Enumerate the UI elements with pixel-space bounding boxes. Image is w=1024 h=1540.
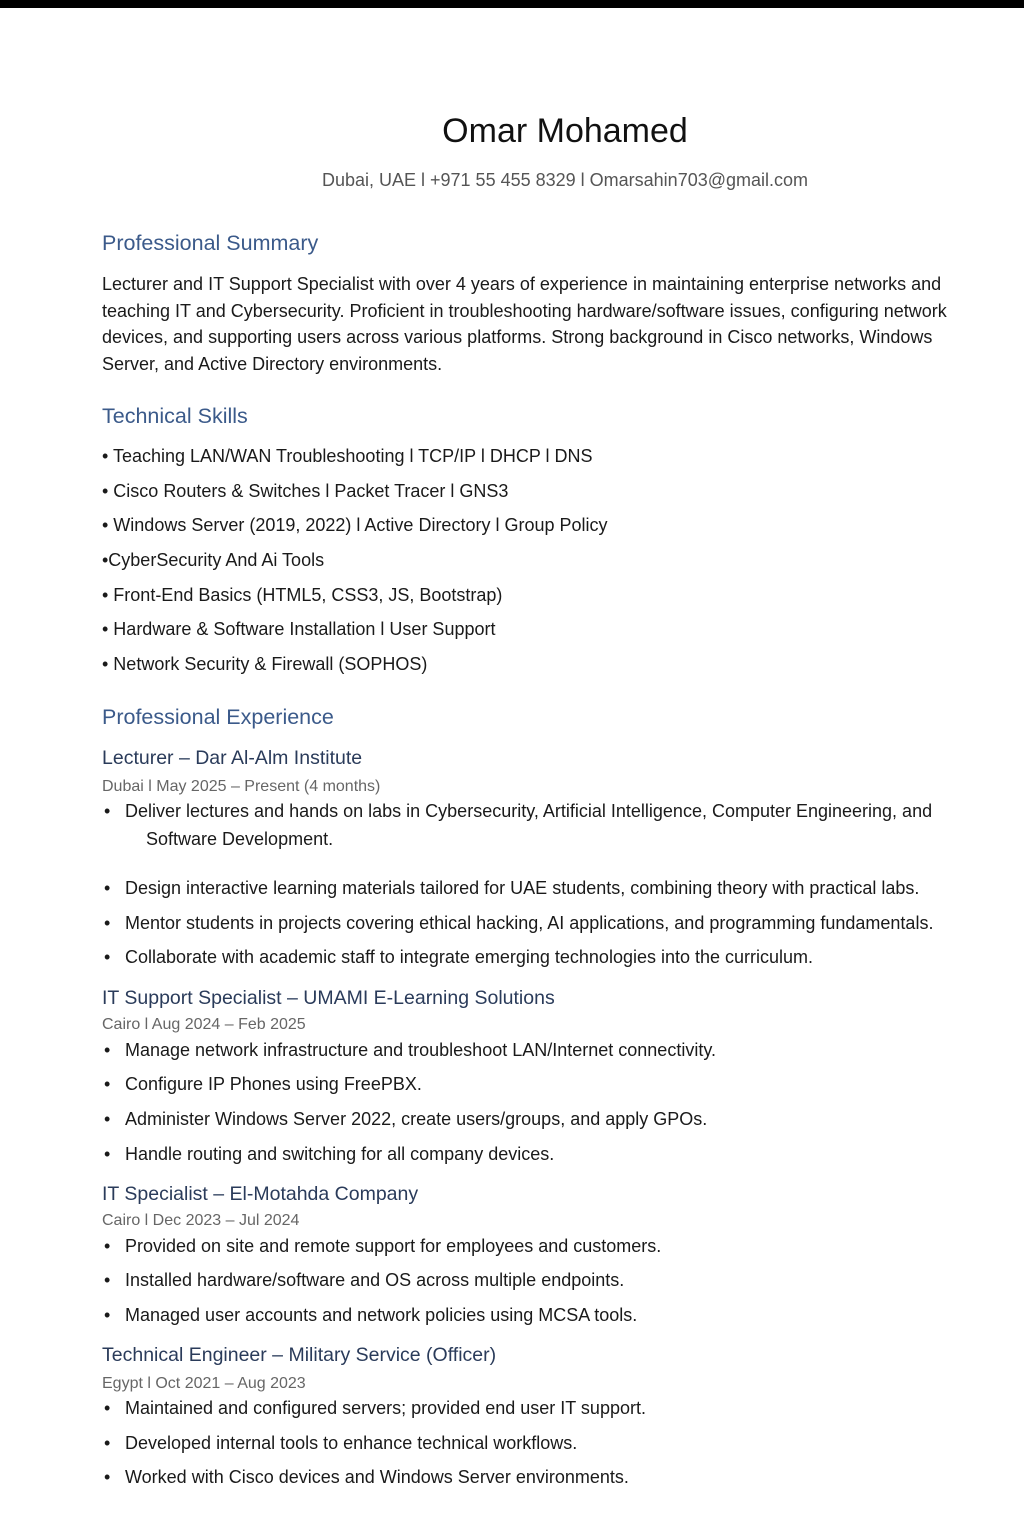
skill-item: •CyberSecurity And Ai Tools xyxy=(102,550,325,570)
skill-item: • Windows Server (2019, 2022) l Active Directory l Group Policy xyxy=(102,515,608,535)
skill-item: • Cisco Routers & Switches l Packet Tracer l GNS3 xyxy=(102,481,509,501)
bullet-text: Collaborate with academic staff to integrate emerging technologies into the curriculum. xyxy=(125,947,814,967)
bullet-text: Administer Windows Server 2022, create users/groups, and apply GPOs. xyxy=(125,1109,708,1129)
bullet-icon: • xyxy=(104,801,111,821)
job-bullet xyxy=(104,1432,577,1454)
bullet-text: Configure IP Phones using FreePBX. xyxy=(125,1074,422,1094)
top-bar xyxy=(0,0,1024,8)
summary-line: Server, and Active Directory environments. xyxy=(102,354,443,374)
job-bullet xyxy=(104,1466,629,1488)
skills-heading: Technical Skills xyxy=(102,404,248,428)
bullet-icon: • xyxy=(104,1433,111,1453)
skill-item: • Hardware & Software Installation l User Support xyxy=(102,619,496,639)
bullet-icon: • xyxy=(104,913,111,933)
job-bullet-continuation: Software Development. xyxy=(146,829,334,849)
job-bullet xyxy=(104,1073,422,1095)
job-meta: Cairo l Dec 2023 – Jul 2024 xyxy=(102,1212,300,1229)
bullet-text: Deliver lectures and hands on labs in Cybersecurity, Artificial Intelligence, Computer Engineering, and xyxy=(125,801,933,821)
job-bullet xyxy=(104,1108,707,1130)
skill-item: • Teaching LAN/WAN Troubleshooting l TCP/IP l DHCP l DNS xyxy=(102,446,593,466)
skill-item: • Front-End Basics (HTML5, CSS3, JS, Bootstrap) xyxy=(102,585,503,605)
bullet-text: Installed hardware/software and OS across multiple endpoints. xyxy=(125,1270,625,1290)
bullet-text: Managed user accounts and network policies using MCSA tools. xyxy=(125,1305,638,1325)
job-meta: Dubai l May 2025 – Present (4 months) xyxy=(102,778,381,795)
bullet-text: Maintained and configured servers; provided end user IT support. xyxy=(125,1398,646,1418)
bullet-icon: • xyxy=(104,1236,111,1256)
bullet-text: Provided on site and remote support for employees and customers. xyxy=(125,1236,662,1256)
bullet-icon: • xyxy=(104,1144,111,1164)
bullet-icon: • xyxy=(104,1270,111,1290)
bullet-icon: • xyxy=(104,1109,111,1129)
job-bullet xyxy=(104,912,933,934)
job-title: IT Specialist – El-Motahda Company xyxy=(102,1183,419,1205)
summary-line: Lecturer and IT Support Specialist with over 4 years of experience in maintaining enterprise networks and xyxy=(102,274,942,294)
bullet-text: Design interactive learning materials tailored for UAE students, combining theory with practical labs. xyxy=(125,878,920,898)
bullet-text: Handle routing and switching for all company devices. xyxy=(125,1144,555,1164)
job-bullet xyxy=(104,800,932,822)
job-bullet xyxy=(104,946,813,968)
bullet-icon: • xyxy=(104,1467,111,1487)
summary-heading: Professional Summary xyxy=(102,231,319,255)
bullet-text: Developed internal tools to enhance technical workflows. xyxy=(125,1433,578,1453)
job-bullet xyxy=(104,877,919,899)
job-title: Lecturer – Dar Al-Alm Institute xyxy=(102,747,363,769)
summary-line: teaching IT and Cybersecurity. Proficient in troubleshooting hardware/software issues, configuring network xyxy=(102,301,947,321)
summary-line: devices, and supporting users across various platforms. Strong background in Cisco networks, Windows xyxy=(102,327,933,347)
job-title: IT Support Specialist – UMAMI E-Learning Solutions xyxy=(102,987,555,1009)
bullet-icon: • xyxy=(104,1040,111,1060)
job-bullet xyxy=(104,1269,624,1291)
bullet-text: Worked with Cisco devices and Windows Server environments. xyxy=(125,1467,629,1487)
candidate-name: Omar Mohamed xyxy=(442,112,688,150)
bullet-text: Manage network infrastructure and troubleshoot LAN/Internet connectivity. xyxy=(125,1040,716,1060)
bullet-icon: • xyxy=(104,878,111,898)
contact-line: Dubai, UAE l +971 55 455 8329 l Omarsahin703@gmail.com xyxy=(321,170,809,190)
job-bullet xyxy=(104,1235,661,1257)
job-meta: Cairo l Aug 2024 – Feb 2025 xyxy=(102,1016,306,1033)
bullet-icon: • xyxy=(104,947,111,967)
job-bullet xyxy=(104,1039,716,1061)
job-bullet xyxy=(104,1143,554,1165)
skill-item: • Network Security & Firewall (SOPHOS) xyxy=(102,654,428,674)
job-meta: Egypt l Oct 2021 – Aug 2023 xyxy=(102,1375,306,1392)
bullet-icon: • xyxy=(104,1074,111,1094)
job-title: Technical Engineer – Military Service (Officer) xyxy=(102,1344,497,1366)
bullet-icon: • xyxy=(104,1398,111,1418)
job-bullet xyxy=(104,1397,646,1419)
bullet-icon: • xyxy=(104,1305,111,1325)
job-bullet xyxy=(104,1304,637,1326)
bullet-text: Mentor students in projects covering ethical hacking, AI applications, and programming fundamentals. xyxy=(125,913,934,933)
experience-heading: Professional Experience xyxy=(102,705,334,729)
